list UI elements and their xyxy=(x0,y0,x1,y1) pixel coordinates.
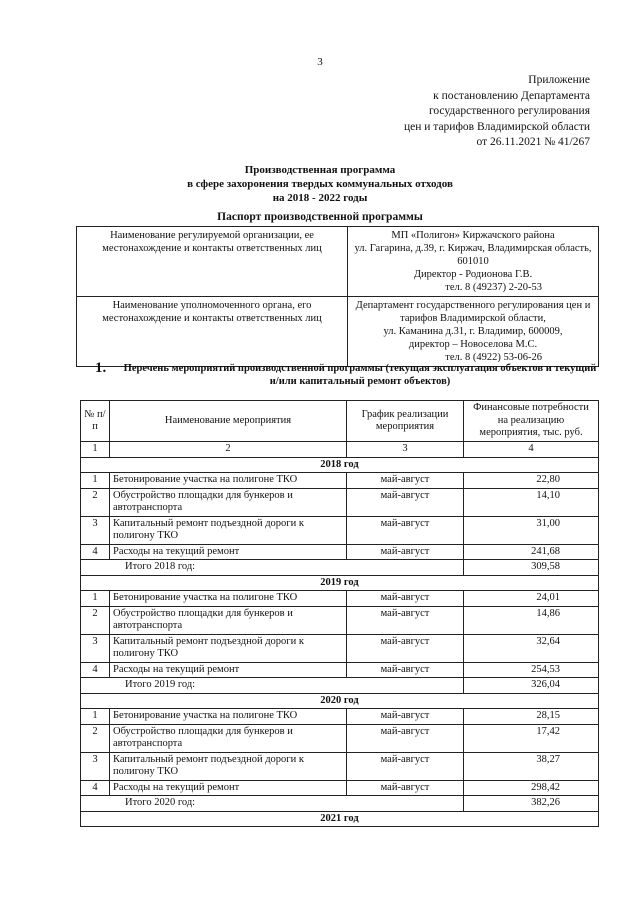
row-name: Обустройство площадки для бункеров и автотранспорта xyxy=(110,488,347,516)
row-amount: 241,68 xyxy=(464,544,599,560)
row-amount: 22,80 xyxy=(464,473,599,489)
column-number: 1 xyxy=(81,442,110,458)
row-name: Расходы на текущий ремонт xyxy=(110,544,347,560)
row-name: Обустройство площадки для бункеров и автотранспорта xyxy=(110,724,347,752)
passport-value-line: МП «Полигон» Киржачского района xyxy=(391,230,555,241)
column-number-row xyxy=(81,442,599,458)
year-label: 2018 год xyxy=(81,457,599,473)
passport-row xyxy=(77,227,599,297)
table-row xyxy=(81,752,599,780)
row-amount: 28,15 xyxy=(464,709,599,725)
column-number: 4 xyxy=(464,442,599,458)
header-cell: Наименование мероприятия xyxy=(110,401,347,442)
passport-title: Паспорт производственной программы xyxy=(217,211,423,223)
total-label: Итого 2019 год: xyxy=(81,678,464,694)
year-row xyxy=(81,693,599,709)
table-row xyxy=(81,473,599,489)
total-row xyxy=(81,678,599,694)
passport-label: Наименование регулируемой организации, ее местонахождение и контакты ответственных лиц xyxy=(77,227,348,297)
row-schedule: май-август xyxy=(347,780,464,796)
passport-row xyxy=(77,297,599,367)
header-cell: График реализации мероприятия xyxy=(347,401,464,442)
row-number: 4 xyxy=(81,780,110,796)
row-name: Бетонирование участка на полигоне ТКО xyxy=(110,591,347,607)
table-row xyxy=(81,724,599,752)
row-schedule: май-август xyxy=(347,752,464,780)
table-row xyxy=(81,634,599,662)
passport-value-line: директор – Новоселова М.С. xyxy=(408,339,538,350)
table-row xyxy=(81,516,599,544)
column-number: 3 xyxy=(347,442,464,458)
row-name: Расходы на текущий ремонт xyxy=(110,662,347,678)
row-number: 3 xyxy=(81,752,110,780)
title-line: в сфере захоронения твердых коммунальных отходов xyxy=(187,178,453,190)
row-name: Бетонирование участка на полигоне ТКО xyxy=(110,709,347,725)
row-schedule: май-август xyxy=(347,544,464,560)
column-number: 2 xyxy=(110,442,347,458)
row-amount: 298,42 xyxy=(464,780,599,796)
annex-block xyxy=(270,73,590,151)
table-row xyxy=(81,780,599,796)
row-amount: 17,42 xyxy=(464,724,599,752)
passport-value-line: Департамент государственного регулирования цен и тарифов Владимирской области, xyxy=(355,300,591,324)
row-number: 1 xyxy=(81,591,110,607)
row-schedule: май-август xyxy=(347,591,464,607)
annex-line: Приложение xyxy=(528,74,590,86)
title-line: на 2018 - 2022 годы xyxy=(272,192,368,204)
passport-value-line: ул. Гагарина, д.39, г. Киржач, Владимирская область, 601010 xyxy=(354,243,592,267)
passport-value xyxy=(348,227,599,297)
row-number: 2 xyxy=(81,606,110,634)
row-schedule: май-август xyxy=(347,516,464,544)
table-row xyxy=(81,591,599,607)
total-amount: 326,04 xyxy=(464,678,599,694)
year-label: 2019 год xyxy=(81,575,599,591)
row-number: 3 xyxy=(81,634,110,662)
header-cell: Финансовые потребности на реализацию мероприятия, тыс. руб. xyxy=(464,401,599,442)
document-title xyxy=(0,163,640,205)
row-number: 2 xyxy=(81,488,110,516)
annex-line: государственного регулирования xyxy=(428,105,590,117)
row-amount: 254,53 xyxy=(464,662,599,678)
row-name: Капитальный ремонт подъездной дороги к полигону ТКО xyxy=(110,752,347,780)
row-number: 4 xyxy=(81,662,110,678)
annex-line: цен и тарифов Владимирской области xyxy=(403,120,590,133)
row-name: Капитальный ремонт подъездной дороги к полигону ТКО xyxy=(110,516,347,544)
passport-phone: тел. 8 (49237) 2-20-53 xyxy=(445,282,542,293)
table-header-row xyxy=(81,401,599,442)
section-number: 1. xyxy=(95,360,107,376)
row-name: Расходы на текущий ремонт xyxy=(110,780,347,796)
row-number: 4 xyxy=(81,544,110,560)
passport-value xyxy=(348,297,599,367)
row-name: Обустройство площадки для бункеров и автотранспорта xyxy=(110,606,347,634)
year-row xyxy=(81,457,599,473)
total-amount: 309,58 xyxy=(464,560,599,576)
total-row xyxy=(81,560,599,576)
table-row xyxy=(81,709,599,725)
row-schedule: май-август xyxy=(347,606,464,634)
table-row xyxy=(81,488,599,516)
row-schedule: май-август xyxy=(347,709,464,725)
table-row xyxy=(81,544,599,560)
row-number: 2 xyxy=(81,724,110,752)
title-line: Производственная программа xyxy=(244,164,396,176)
row-amount: 14,86 xyxy=(464,606,599,634)
page-number: 3 xyxy=(317,56,323,68)
table-row xyxy=(81,662,599,678)
measures-table xyxy=(80,400,599,827)
row-number: 1 xyxy=(81,709,110,725)
total-label: Итого 2020 год: xyxy=(81,796,464,812)
passport-phone: тел. 8 (4922) 53-06-26 xyxy=(445,352,542,363)
header-cell: № п/п xyxy=(81,401,110,442)
total-amount: 382,26 xyxy=(464,796,599,812)
row-schedule: май-август xyxy=(347,724,464,752)
total-row xyxy=(81,796,599,812)
year-label: 2020 год xyxy=(81,693,599,709)
row-schedule: май-август xyxy=(347,634,464,662)
year-row xyxy=(81,575,599,591)
row-amount: 14,10 xyxy=(464,488,599,516)
passport-table xyxy=(76,226,599,367)
year-label: 2021 год xyxy=(81,811,599,827)
row-number: 1 xyxy=(81,473,110,489)
passport-label: Наименование уполномоченного органа, его местонахождение и контакты ответственных лиц xyxy=(77,297,348,367)
row-schedule: май-август xyxy=(347,662,464,678)
annex-line: от 26.11.2021 № 41/267 xyxy=(476,136,590,148)
year-row xyxy=(81,811,599,827)
row-amount: 38,27 xyxy=(464,752,599,780)
row-amount: 31,00 xyxy=(464,516,599,544)
passport-value-line: ул. Каманина д.31, г. Владимир, 600009, xyxy=(383,326,563,337)
annex-line: к постановлению Департамента xyxy=(433,89,590,102)
section-title: Перечень мероприятий производственной программы (текущая эксплуатация объектов и текущий и/или капитальный ремонт объектов) xyxy=(123,363,597,387)
passport-value-line: Директор - Родионова Г.В. xyxy=(413,269,533,280)
row-schedule: май-август xyxy=(347,488,464,516)
total-label: Итого 2018 год: xyxy=(81,560,464,576)
row-schedule: май-август xyxy=(347,473,464,489)
row-amount: 32,64 xyxy=(464,634,599,662)
row-name: Капитальный ремонт подъездной дороги к полигону ТКО xyxy=(110,634,347,662)
row-amount: 24,01 xyxy=(464,591,599,607)
row-number: 3 xyxy=(81,516,110,544)
row-name: Бетонирование участка на полигоне ТКО xyxy=(110,473,347,489)
table-row xyxy=(81,606,599,634)
